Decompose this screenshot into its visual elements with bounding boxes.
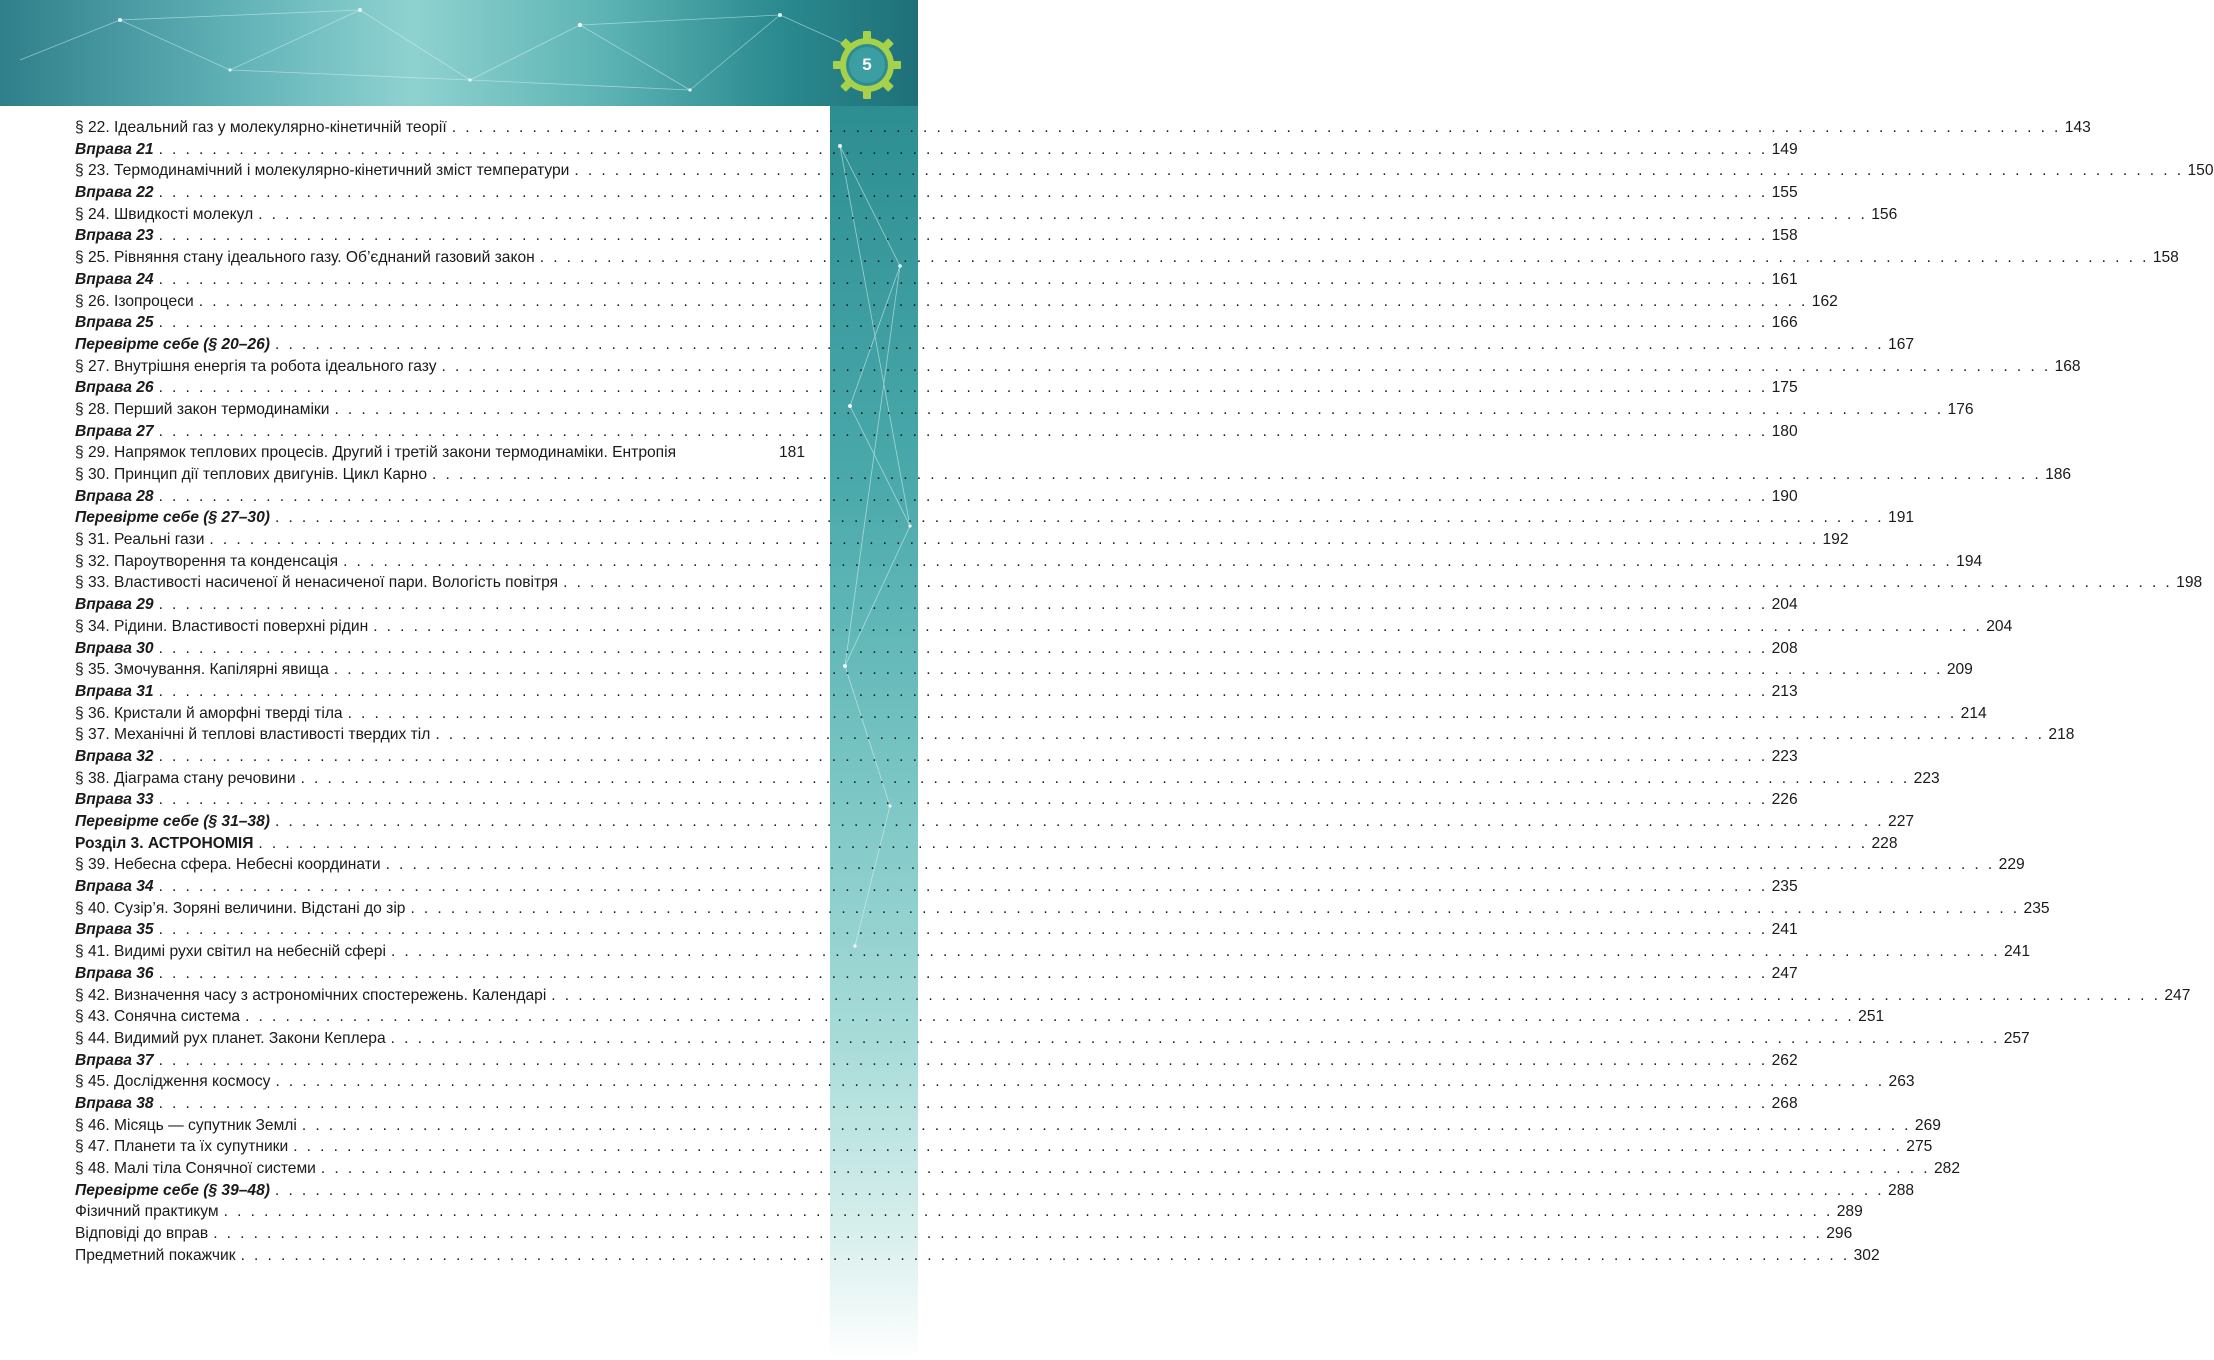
toc-entry-title: § 28. Перший закон термодинаміки [75,400,330,418]
toc-leader-dots: . . . . . . . . . . . . . . . . . . . . . . . . . . . . . . . . . . . . . . . . . . . . . . . . . . . . . . . . . . . . . . . . . . . . . . . . . . . . . . . . . . . . . . . . . . . . . . . . . . . . . . . . . . . . . . . . . . . . . . . . [410,899,2020,917]
toc-entry [75,594,1798,616]
toc-leader-dots: . . . . . . . . . . . . . . . . . . . . . . . . . . . . . . . . . . . . . . . . . . . . . . . . . . . . . . . . . . . . . . . . . . . . . . . . . . . . . . . . . . . . . . . . . . . . . . . . . . . . . . . . . . . . . . . . . . . . . . . . [300,769,1910,787]
toc-leader-dots: . . . . . . . . . . . . . . . . . . . . . . . . . . . . . . . . . . . . . . . . . . . . . . . . . . . . . . . . . . . . . . . . . . . . . . . . . . . . . . . . . . . . . . . . . . . . . . . . . . . . . . . . . . . . . . . . . . . . . . . . [293,1138,1903,1156]
toc-entry-page: 228 [1871,834,1898,852]
toc-entry-page: 282 [1933,1160,1960,1177]
toc-entry [75,442,805,464]
toc-entry-title: § 24. Швидкості молекул [75,205,254,223]
toc-leader-dots: . . . . . . . . . . . . . . . . . . . . . . . . . . . . . . . . . . . . . . . . . . . . . . . . . . . . . . . . . . . . . . . . . . . . . . . . . . . . . . . . . . . . . . . . . . . . . . . . . . . . . . . . . . . . . . . . . . . . . . . . [435,726,2045,744]
toc-entry-title: § 22. Ідеальний газ у молекулярно-кінетичній теорії [75,119,447,136]
toc-entry [75,724,2075,746]
toc-entry-page: 227 [1888,813,1915,830]
toc-entry [75,225,1798,247]
toc-entry-page: 190 [1771,487,1798,505]
toc-entry-title: Вправа 37 [75,1051,154,1069]
toc-leader-dots: . . . . . . . . . . . . . . . . . . . . . . . . . . . . . . . . . . . . . . . . . . . . . . . . . . . . . . . . . . . . . . . . . . . . . . . . . . . . . . . . . . . . . . . . . . . . . . . . . . . . . . . . . . . . . . . . . . . . . . . . [334,400,1944,418]
toc-entry [75,529,1849,551]
toc-entry-title: Вправа 22 [75,184,154,202]
toc-entry [75,1245,1880,1267]
toc-leader-dots: . . . . . . . . . . . . . . . . . . . . . . . . . . . . . . . . . . . . . . . . . . . . . . . . . . . . . . . . . . . . . . . . . . . . . . . . . . . . . . . . . . . . . . . . . . . . . . . . . . . . . . . . . . . . . . . . . . . . . . . . [451,119,2061,136]
toc-entry-title: Розділ 3. АСТРОНОМІЯ [75,834,254,852]
toc-leader-dots: . . . . . . . . . . . . . . . . . . . . . . . . . . . . . . . . . . . . . . . . . . . . . . . . . . . . . . . . . . . . . . . . . . . . . . . . . . . . . . . . . . . . . . . . . . . . . . . . . . . . . . . . . . . . . . . . . . . . . . . . [347,704,1957,722]
toc-entry-page: 257 [2003,1029,2030,1047]
toc-entry-title: § 44. Видимий рух планет. Закони Кеплера [75,1029,386,1047]
toc-entry-title: § 47. Планети та їх супутники [75,1138,289,1156]
toc-entry-page: 296 [1826,1225,1853,1243]
toc-entry-title: § 37. Механічні й теплові властивості твердих тіл [75,726,431,744]
toc-entry-title: Перевірте себе (§ 31–38) [75,813,270,830]
toc-entry [75,291,1838,313]
toc-leader-dots: . . . . . . . . . . . . . . . . . . . . . . . . . . . . . . . . . . . . . . . . . . . . . . . . . . . . . . . . . . . . . . . . . . . . . . . . . . . . . . . . . . . . . . . . . . . . . . . . . . . . . . . . . . . . . . . . . . . . . . . . [209,531,1819,549]
toc-leader-dots: . . . . . . . . . . . . . . . . . . . . . . . . . . . . . . . . . . . . . . . . . . . . . . . . . . . . . . . . . . . . . . . . . . . . . . . . . . . . . . . . . . . . . . . . . . . . . . . . . . . . . . . . . . . . . . . . . . . . . . . . [198,292,1808,310]
toc-leader-dots: . . . . . . . . . . . . . . . . . . . . . . . . . . . . . . . . . . . . . . . . . . . . . . . . . . . . . . . . . . . . . . . . . . . . . . . . . . . . . . . . . . . . . . . . . . . . . . . . . . . . . . . . . . . . . . . . . . . . . . . . [258,205,1868,223]
toc-entry-page: 241 [2004,943,2031,961]
toc-entry-page: 247 [1771,964,1798,982]
toc-entry [75,681,1798,703]
toc-entry-title: § 42. Визначення часу з астрономічних спостережень. Календарі [75,986,547,1004]
toc-entry-page: 168 [2054,357,2081,375]
toc-leader-dots: . . . . . . . . . . . . . . . . . . . . . . . . . . . . . . . . . . . . . . . . . . . . . . . . . . . . . . . . . . . . . . . . . . . . . . . . . . . . . . . . . . . . . . . . . . . . . . . . . . . . . . . . . . . . . . . . . . . . . . . . [274,813,1885,830]
toc-entry-page: 192 [1822,531,1849,549]
toc-leader-dots: . . . . . . . . . . . . . . . . . . . . . . . . . . . . . . . . . . . . . . . . . . . . . . . . . . . . . . . . . . . . . . . . . . . . . . . . . . . . . . . . . . . . . . . . . . . . . . . . . . . . . . . . . . . . . . . . . . . . . . . . [158,487,1768,505]
toc-entry [75,1223,1853,1245]
toc-entry-page: 263 [1888,1073,1915,1091]
toc-entry-title: § 48. Малі тіла Сонячної системи [75,1160,316,1177]
toc-leader-dots: . . . . . . . . . . . . . . . . . . . . . . . . . . . . . . . . . . . . . . . . . . . . . . . . . . . . . . . . . . . . . . . . . . . . . . . . . . . . . . . . . . . . . . . . . . . . . . . . . . . . . . . . . . . . . . . . . . . . . . . . [158,184,1768,202]
toc-leader-dots: . . . . . . . . . . . . . . . . . . . . . . . . . . . . . . . . . . . . . . . . . . . . . . . . . . . . . . . . . . . . . . . . . . . . . . . . . . . . . . . . . . . . . . . . . . . . . . . . . . . . . . . . . . . . . . . . . . . . . . . . [320,1160,1930,1177]
toc-entry [75,768,1940,790]
toc-entry-page: 229 [1998,856,2025,874]
toc-entry-page: 162 [1811,292,1838,310]
toc-entry-title: § 26. Ізопроцеси [75,292,194,310]
toc-entry-page: 209 [1946,661,1973,679]
toc-leader-dots: . . . . . . . . . . . . . . . . . . . . . . . . . . . . . . . . . . . . . . . . . . . . . . . . . . . . . . . . . . . . . . . . . . . . . . . . . . . . . . . . . . . . . . . . . . . . . . . . . . . . . . . . . . . . . . . . . . . . . . . . [563,574,2173,592]
toc-entry [75,421,1798,443]
constellation-pattern [0,0,918,106]
page-number: 5 [862,55,872,74]
toc-entry-page: 155 [1771,184,1798,202]
toc-entry [75,638,1798,660]
toc-leader-dots: . . . . . . . . . . . . . . . . . . . . . . . . . . . . . . . . . . . . . . . . . . . . . . . . . . . . . . . . . . . . . . . . . . . . . . . . . . . . . . . . . . . . . . . . . . . . . . . . . . . . . . . . . . . . . . . . . . . . . . . . [301,1116,1911,1134]
toc-entry-page: 288 [1888,1181,1915,1199]
toc-entry-title: § 29. Напрямок теплових процесів. Другий і третій закони термодинаміки. Ентропія [75,444,677,462]
toc-entry-title: Перевірте себе (§ 39–48) [75,1181,270,1199]
toc-entry-page: 247 [2164,986,2191,1004]
toc-entry [75,876,1798,898]
toc-entry [75,854,2025,876]
toc-leader-dots: . . . . . . . . . . . . . . . . . . . . . . . . . . . . . . . . . . . . . . . . . . . . . . . . . . . . . . . . . . . . . . . . . . . . . . . . . . . . . . . . . . . . . . . . . . . . . . . . . . . . . . . . . . . . . . . . . . . . . . . . [158,964,1768,982]
toc-entry-title: Вправа 36 [75,964,154,982]
toc-entry-title: § 46. Місяць — супутник Землі [75,1116,297,1134]
toc-leader-dots: . . . . . . . . . . . . . . . . . . . . . . . . . . . . . . . . . . . . . . . . . . . . . . . . . . . . . . . . . . . . . . . . . . . . . . . . . . . . . . . . . . . . . . . . . . . . . . . . . . . . . . . . . . . . . . . . . . . . . . . . [158,878,1768,896]
toc-leader-dots: . . . . . . . . . . . . . . . . . . . . . . . . . . . . . . . . . . . . . . . . . . . . . . . . . . . . . . . . . . . . . . . . . . . . . . . . . . . . . . . . . . . . . . . . . . . . . . . . . . . . . . . . . . . . . . . . . . . . . . . . [245,1008,1855,1026]
toc-entry-page: 204 [1986,617,2013,635]
toc-entry [75,1050,1798,1072]
toc-entry-title: Перевірте себе (§ 20–26) [75,335,270,353]
toc-entry-title: Вправа 34 [75,878,154,896]
toc-entry-title: Вправа 24 [75,270,154,288]
toc-entry-page: 166 [1771,314,1798,332]
table-of-contents [75,117,2214,1266]
toc-leader-dots: . . . . . . . . . . . . . . . . . . . . . . . . . . . . . . . . . . . . . . . . . . . . . . . . . . . . . . . . . . . . . . . . . . . . . . . . . . . . . . . . . . . . . . . . . . . . . . . . . . . . . . . . . . . . . . . . . . . . . . . . [390,1029,2000,1047]
toc-entry-page: 194 [1956,552,1983,570]
toc-leader-dots: . . . . . . . . . . . . . . . . . . . . . . . . . . . . . . . . . . . . . . . . . . . . . . . . . . . . . . . . . . . . . . . . . . . . . . . . . . . . . . . . . . . . . . . . . . . . . . . . . . . . . . . . . . . . . . . . . . . . . . . . [373,617,1983,635]
toc-entry [75,898,2050,920]
toc-leader-dots: . . . . . . . . . . . . . . . . . . . . . . . . . . . . . . . . . . . . . . . . . . . . . . . . . . . . . . . . . . . . . . . . . . . . . . . . . . . . . . . . . . . . . . . . . . . . . . . . . . . . . . . . . . . . . . . . . . . . . . . . [213,1225,1823,1243]
toc-entry [75,247,2179,269]
toc-entry-title: Фізичний практикум [75,1203,219,1221]
toc-entry [75,1028,2030,1050]
toc-entry-page: 241 [1771,921,1798,939]
toc-entry-page: 176 [1947,400,1974,418]
toc-leader-dots: . . . . . . . . . . . . . . . . . . . . . . . . . . . . . . . . . . . . . . . . . . . . . . . . . . . . . . . . . . . . . . . . . . . . . . . . . . . . . . . . . . . . . . . . . . . . . . . . . . . . . . . . . . . . . . . . . . . . . . . . [432,466,2042,483]
toc-leader-dots: . . . . . . . . . . . . . . . . . . . . . . . . . . . . . . . . . . . . . . . . . . . . . . . . . . . . . . . . . . . . . . . . . . . . . . . . . . . . . . . . . . . . . . . . . . . . . . . . . . . . . . . . . . . . . . . . . . . . . . . . [385,856,1995,874]
toc-leader-dots: . . . . . . . . . . . . . . . . . . . . . . . . . . . . . . . . . . . . . . . . . . . . . . . . . . . . . . . . . . . . . . . . . . . . . . . . . . . . . . . . . . . . . . . . . . . . . . . . . . . . . . . . . . . . . . . . . . . . . . . . [158,227,1768,245]
toc-entry [75,269,1798,291]
toc-entry-title: Предметний покажчик [75,1246,236,1264]
toc-leader-dots: . . . . . . . . . . . . . . . . . . . . . . . . . . . . . . . . . . . . . . . . . . . . . . . . . . . . . . . . . . . . . . . . . . . . . . . . . . . . . . . . . . . . . . . . . . . . . . . . . . . . . . . . . . . . . . . . . . . . . . . . [333,661,1943,679]
toc-entry [75,139,1798,161]
toc-entry-title: § 35. Змочування. Капілярні явища [75,661,329,679]
toc-leader-dots: . . . . . . . . . . . . . . . . . . . . . . . . . . . . . . . . . . . . . . . . . . . . . . . . . . . . . . . . . . . . . . . . . . . . . . . . . . . . . . . . . . . . . . . . . . . . . . . . . . . . . . . . . . . . . . . . . . . . . . . . [158,379,1768,397]
toc-entry-page: 213 [1771,682,1798,700]
toc-entry-title: Вправа 21 [75,140,154,158]
toc-entry-page: 251 [1858,1008,1885,1026]
toc-entry-page: 158 [2152,249,2179,267]
toc-leader-dots: . . . . . . . . . . . . . . . . . . . . . . . . . . . . . . . . . . . . . . . . . . . . . . . . . . . . . . . . . . . . . . . . . . . . . . . . . . . . . . . . . . . . . . . . . . . . . . . . . . . . . . . . . . . . . . . . . . . . . . . . [158,1051,1768,1069]
toc-leader-dots: . . . . . . . . . . . . . . . . . . . . . . . . . . . . . . . . . . . . . . . . . . . . . . . . . . . . . . . . . . . . . . . . . . . . . . . . . . . . . . . . . . . . . . . . . . . . . . . . . . . . . . . . . . . . . . . . . . . . . . . . [158,747,1768,765]
toc-entry-page: 158 [1771,227,1798,245]
toc-entry-title: § 36. Кристали й аморфні тверді тіла [75,704,343,722]
toc-leader-dots: . . . . . . . . . . . . . . . . . . . . . . . . . . . . . . . . . . . . . . . . . . . . . . . . . . . . . . . . . . . . . . . . . . . . . . . . . . . . . . . . . . . . . . . . . . . . . . . . . . . . . . . . . . . . . . . . . . . . . . . . [223,1203,1833,1221]
toc-entry [75,356,2081,378]
toc-entry [75,399,1974,421]
toc-entry [75,985,2191,1007]
toc-entry-title: Вправа 26 [75,379,154,397]
toc-entry-title: § 41. Видимі рухи світил на небесній сфері [75,943,386,961]
page-number-badge [830,28,904,102]
toc-entry [75,1006,1885,1028]
toc-entry [75,1136,1933,1158]
toc-entry-page: 149 [1771,140,1798,158]
toc-entry-title: § 38. Діаграма стану речовини [75,769,296,787]
toc-entry-page: 181 [778,444,805,462]
toc-entry-page: 198 [2176,574,2203,592]
toc-entry-title: § 43. Сонячна система [75,1008,241,1026]
toc-leader-dots: . . . . . . . . . . . . . . . . . . . . . . . . . . . . . . . . . . . . . . . . . . . . . . . . . . . . . . . . . . . . . . . . . . . . . . . . . . . . . . . . . . . . . . . . . . . . . . . . . . . . . . . . . . . . . . . . . . . . . . . . [158,639,1768,657]
toc-entry [75,334,1915,356]
toc-entry-page: 161 [1771,270,1798,288]
toc-entry-title: Вправа 30 [75,639,154,657]
toc-leader-dots: . . . . . . . . . . . . . . . . . . . . . . . . . . . . . . . . . . . . . . . . . . . . . . . . . . . . . . . . . . . . . . . . . . . . . . . . . . . . . . . . . . . . . . . . . . . . . . . . . . . . . . . . . . . . . . . . . . . . . . . . [158,140,1768,158]
toc-entry-title: § 23. Термодинамічний і молекулярно-кінетичний зміст температури [75,162,570,180]
toc-entry-page: 167 [1888,335,1915,353]
toc-leader-dots: . . . . . . . . . . . . . . . . . . . . . . . . . . . . . . . . . . . . . . . . . . . . . . . . . . . . . . . . . . . . . . . . . . . . . . . . . . . . . . . . . . . . . . . . . . . . . . . . . . . . . . . . . . . . . . . . . . . . . . . . [158,1094,1768,1112]
toc-entry [75,572,2203,594]
toc-leader-dots: . . . . . . . . . . . . . . . . . . . . . . . . . . . . . . . . . . . . . . . . . . . . . . . . . . . . . . . . . . . . . . . . . . . . . . . . . . . . . . . . . . . . . . . . . . . . . . . . . . . . . . . . . . . . . . . . . . . . . . . . [158,682,1768,700]
toc-entry-page: 269 [1914,1116,1941,1134]
toc-entry-page: 218 [2048,726,2075,744]
toc-entry [75,811,1915,833]
toc-entry [75,1201,1863,1223]
toc-entry-page: 223 [1771,747,1798,765]
toc-entry-title: § 39. Небесна сфера. Небесні координати [75,856,381,874]
toc-entry-page: 275 [1906,1138,1933,1156]
toc-entry [75,703,1987,725]
toc-entry-title: § 45. Дослідження космосу [75,1073,271,1091]
header-banner [0,0,918,106]
toc-entry-title: § 31. Реальні гази [75,531,205,549]
toc-entry-page: 156 [1871,205,1898,223]
toc-entry-title: Вправа 23 [75,227,154,245]
toc-entry-title: § 34. Рідини. Властивості поверхні рідин [75,617,369,635]
toc-entry-title: Вправа 31 [75,682,154,700]
toc-entry-title: Перевірте себе (§ 27–30) [75,509,270,527]
toc-entry-page: 204 [1771,596,1798,614]
toc-leader-dots: . . . . . . . . . . . . . . . . . . . . . . . . . . . . . . . . . . . . . . . . . . . . . . . . . . . . . . . . . . . . . . . . . . . . . . . . . . . . . . . . . . . . . . . . . . . . . . . . . . . . . . . . . . . . . . . . . . . . . . . . [343,552,1953,570]
toc-entry-page: 289 [1836,1203,1863,1221]
toc-entry [75,312,1798,334]
toc-entry-title: § 33. Властивості насиченої й ненасиченої пари. Вологість повітря [75,574,559,592]
toc-entry [75,919,1798,941]
toc-entry [75,659,1973,681]
toc-entry-page: 208 [1771,639,1798,657]
toc-entry [75,789,1798,811]
toc-entry-page: 214 [1960,704,1987,722]
toc-entry [75,377,1798,399]
toc-leader-dots: . . . . . . . . . . . . . . . . . . . . . . . . . . . . . . . . . . . . . . . . . . . . . . . . . . . . . . . . . . . . . . . . . . . . . . . . . . . . . . . . . . . . . . . . . . . . . . . . . . . . . . . . . . . . . . . . . . . . . . . . [158,596,1768,614]
toc-leader-dots: . . . . . . . . . . . . . . . . . . . . . . . . . . . . . . . . . . . . . . . . . . . . . . . . . . . . . . . . . . . . . . . . . . . . . . . . . . . . . . . . . . . . . . . . . . . . . . . . . . . . . . . . . . . . . . . . . . . . . . . . [574,162,2184,180]
toc-leader-dots: . . . . . . . . . . . . . . . . . . . . . . . . . . . . . . . . . . . . . . . . . . . . . . . . . . . . . . . . . . . . . . . . . . . . . . . . . . . . . . . . . . . . . . . . . . . . . . . . . . . . . . . . . . . . . . . . . . . . . . . . [551,986,2161,1004]
toc-leader-dots: . . . . . . . . . . . . . . . . . . . . . . . . . . . . . . . . . . . . . . . . . . . . . . . . . . . . . . . . . . . . . . . . . . . . . . . . . . . . . . . . . . . . . . . . . . . . . . . . . . . . . . . . . . . . . . . . . . . . . . . . [158,314,1768,332]
toc-entry [75,1180,1915,1202]
toc-entry-title: Вправа 25 [75,314,154,332]
toc-entry-title: § 32. Пароутворення та конденсація [75,552,339,570]
toc-leader-dots: . . . . . . . . . . . . . . . . . . . . . . . . . . . . . . . . . . . . . . . . . . . . . . . . . . . . . . . . . . . . . . . . . . . . . . . . . . . . . . . . . . . . . . . . . . . . . . . . . . . . . . . . . . . . . . . . . . . . . . . . [275,1073,1885,1091]
toc-entry-title: Вправа 35 [75,921,154,939]
toc-entry-page: 175 [1771,379,1798,397]
toc-leader-dots: . . . . . . . . . . . . . . . . . . . . . . . . . . . . . . . . . . . . . . . . . . . . . . . . . . . . . . . . . . . . . . . . . . . . . . . . . . . . . . . . . . . . . . . . . . . . . . . . . . . . . . . . . . . . . . . . . . . . . . . . [274,335,1885,353]
toc-entry-title: Вправа 27 [75,422,154,440]
toc-entry-page: 262 [1771,1051,1798,1069]
toc-entry-page: 268 [1771,1094,1798,1112]
toc-entry-title: § 40. Сузір’я. Зоряні величини. Відстані до зір [75,899,406,917]
toc-entry [75,464,2072,486]
toc-entry [75,1158,1960,1180]
toc-leader-dots: . . . . . . . . . . . . . . . . . . . . . . . . . . . . . . . . . . . . . . . . . . . . . . . . . . . . . . . . . . . . . . . . . . . . . . . . . . . . . . . . . . . . . . . . . . . . . . . . . . . . . . . . . . . . . . . . . . . . . . . . [158,422,1768,440]
toc-entry [75,551,1983,573]
toc-entry [75,204,1898,226]
toc-leader-dots: . . . . . . . . . . . . . . . . . . . . . . . . . . . . . . . . . . . . . . . . . . . . . . . . . . . . . . . . . . . . . . . . . . . . . . . . . . . . . . . . . . . . . . . . . . . . . . . . . . . . . . . . . . . . . . . . . . . . . . . . [390,943,2000,961]
toc-entry [75,117,2091,139]
toc-entry [75,507,1915,529]
toc-entry-title: § 30. Принцип дії теплових двигунів. Цикл Карно [75,466,428,483]
toc-entry-page: 235 [2023,899,2050,917]
toc-entry [75,833,1898,855]
toc-entry [75,486,1798,508]
toc-entry-page: 186 [2045,466,2072,483]
toc-entry [75,1093,1798,1115]
toc-leader-dots: . . . . . . . . . . . . . . . . . . . . . . . . . . . . . . . . . . . . . . . . . . . . . . . . . . . . . . . . . . . . . . . . . . . . . . . . . . . . . . . . . . . . . . . . . . . . . . . . . . . . . . . . . . . . . . . . . . . . . . . . [240,1246,1850,1264]
toc-entry-title: Вправа 38 [75,1094,154,1112]
toc-leader-dots: . . . . . . . . . . . . . . . . . . . . . . . . . . . . . . . . . . . . . . . . . . . . . . . . . . . . . . . . . . . . . . . . . . . . . . . . . . . . . . . . . . . . . . . . . . . . . . . . . . . . . . . . . . . . . . . . . . . . . . . . [441,357,2051,375]
toc-entry [75,160,2214,182]
toc-entry-page: 191 [1888,509,1915,527]
toc-entry-title: Вправа 33 [75,791,154,809]
toc-leader-dots: . . . . . . . . . . . . . . . . . . . . . . . . . . . . . . . . . . . . . . . . . . . . . . . . . . . . . . . . . . . . . . . . . . . . . . . . . . . . . . . . . . . . . . . . . . . . . . . . . . . . . . . . . . . . . . . . . . . . . . . . [158,921,1768,939]
toc-entry-title: § 25. Рівняння стану ідеального газу. Об’єднаний газовий закон [75,249,535,267]
toc-entry-page: 180 [1771,422,1798,440]
toc-leader-dots: . . . . . . . . . . . . . . . . . . . . . . . . . . . . . . . . . . . . . . . . . . . . . . . . . . . . . . . . . . . . . . . . . . . . . . . . . . . . . . . . . . . . . . . . . . . . . . . . . . . . . . . . . . . . . . . . . . . . . . . . [274,509,1885,527]
toc-entry-page: 150 [2187,162,2214,180]
toc-leader-dots: . . . . . . . . . . . . . . . . . . . . . . . . . . . . . . . . . . . . . . . . . . . . . . . . . . . . . . . . . . . . . . . . . . . . . . . . . . . . . . . . . . . . . . . . . . . . . . . . . . . . . . . . . . . . . . . . . . . . . . . . [274,1181,1885,1199]
toc-leader-dots: . . . . . . . . . . . . . . . . . . . . . . . . . . . . . . . . . . . . . . . . . . . . . . . . . . . . . . . . . . . . . . . . . . . . . . . . . . . . . . . . . . . . . . . . . . . . . . . . . . . . . . . . . . . . . . . . . . . . . . . . [158,270,1768,288]
toc-entry-page: 143 [2064,119,2091,136]
toc-entry [75,1071,1915,1093]
toc-entry-title: Вправа 32 [75,747,154,765]
toc-entry-title: Відповіді до вправ [75,1225,209,1243]
toc-leader-dots: . . . . . . . . . . . . . . . . . . . . . . . . . . . . . . . . . . . . . . . . . . . . . . . . . . . . . . . . . . . . . . . . . . . . . . . . . . . . . . . . . . . . . . . . . . . . . . . . . . . . . . . . . . . . . . . . . . . . . . . . [258,834,1868,852]
toc-entry-page: 226 [1771,791,1798,809]
toc-leader-dots: . . . . . . . . . . . . . . . . . . . . . . . . . . . . . . . . . . . . . . . . . . . . . . . . . . . . . . . . . . . . . . . . . . . . . . . . . . . . . . . . . . . . . . . . . . . . . . . . . . . . . . . . . . . . . . . . . . . . . . . . [539,249,2149,267]
toc-entry [75,616,2013,638]
toc-entry [75,182,1798,204]
toc-entry-title: Вправа 28 [75,487,154,505]
toc-leader-dots: . . . . . . . . . . . . . . . . . . . . . . . . . . . . . . . . . . . . . . . . . . . . . . . . . . . . . . . . . . . . . . . . . . . . . . . . . . . . . . . . . . . . . . . . . . . . . . . . . . . . . . . . . . . . . . . . . . . . . . . . [158,791,1768,809]
toc-entry-title: Вправа 29 [75,596,154,614]
toc-entry-page: 235 [1771,878,1798,896]
toc-entry [75,963,1798,985]
toc-entry [75,746,1798,768]
toc-entry-title: § 27. Внутрішня енергія та робота ідеального газу [75,357,437,375]
toc-entry [75,941,2031,963]
toc-entry-page: 223 [1913,769,1940,787]
toc-entry-page: 302 [1853,1246,1880,1264]
toc-entry [75,1115,1941,1137]
